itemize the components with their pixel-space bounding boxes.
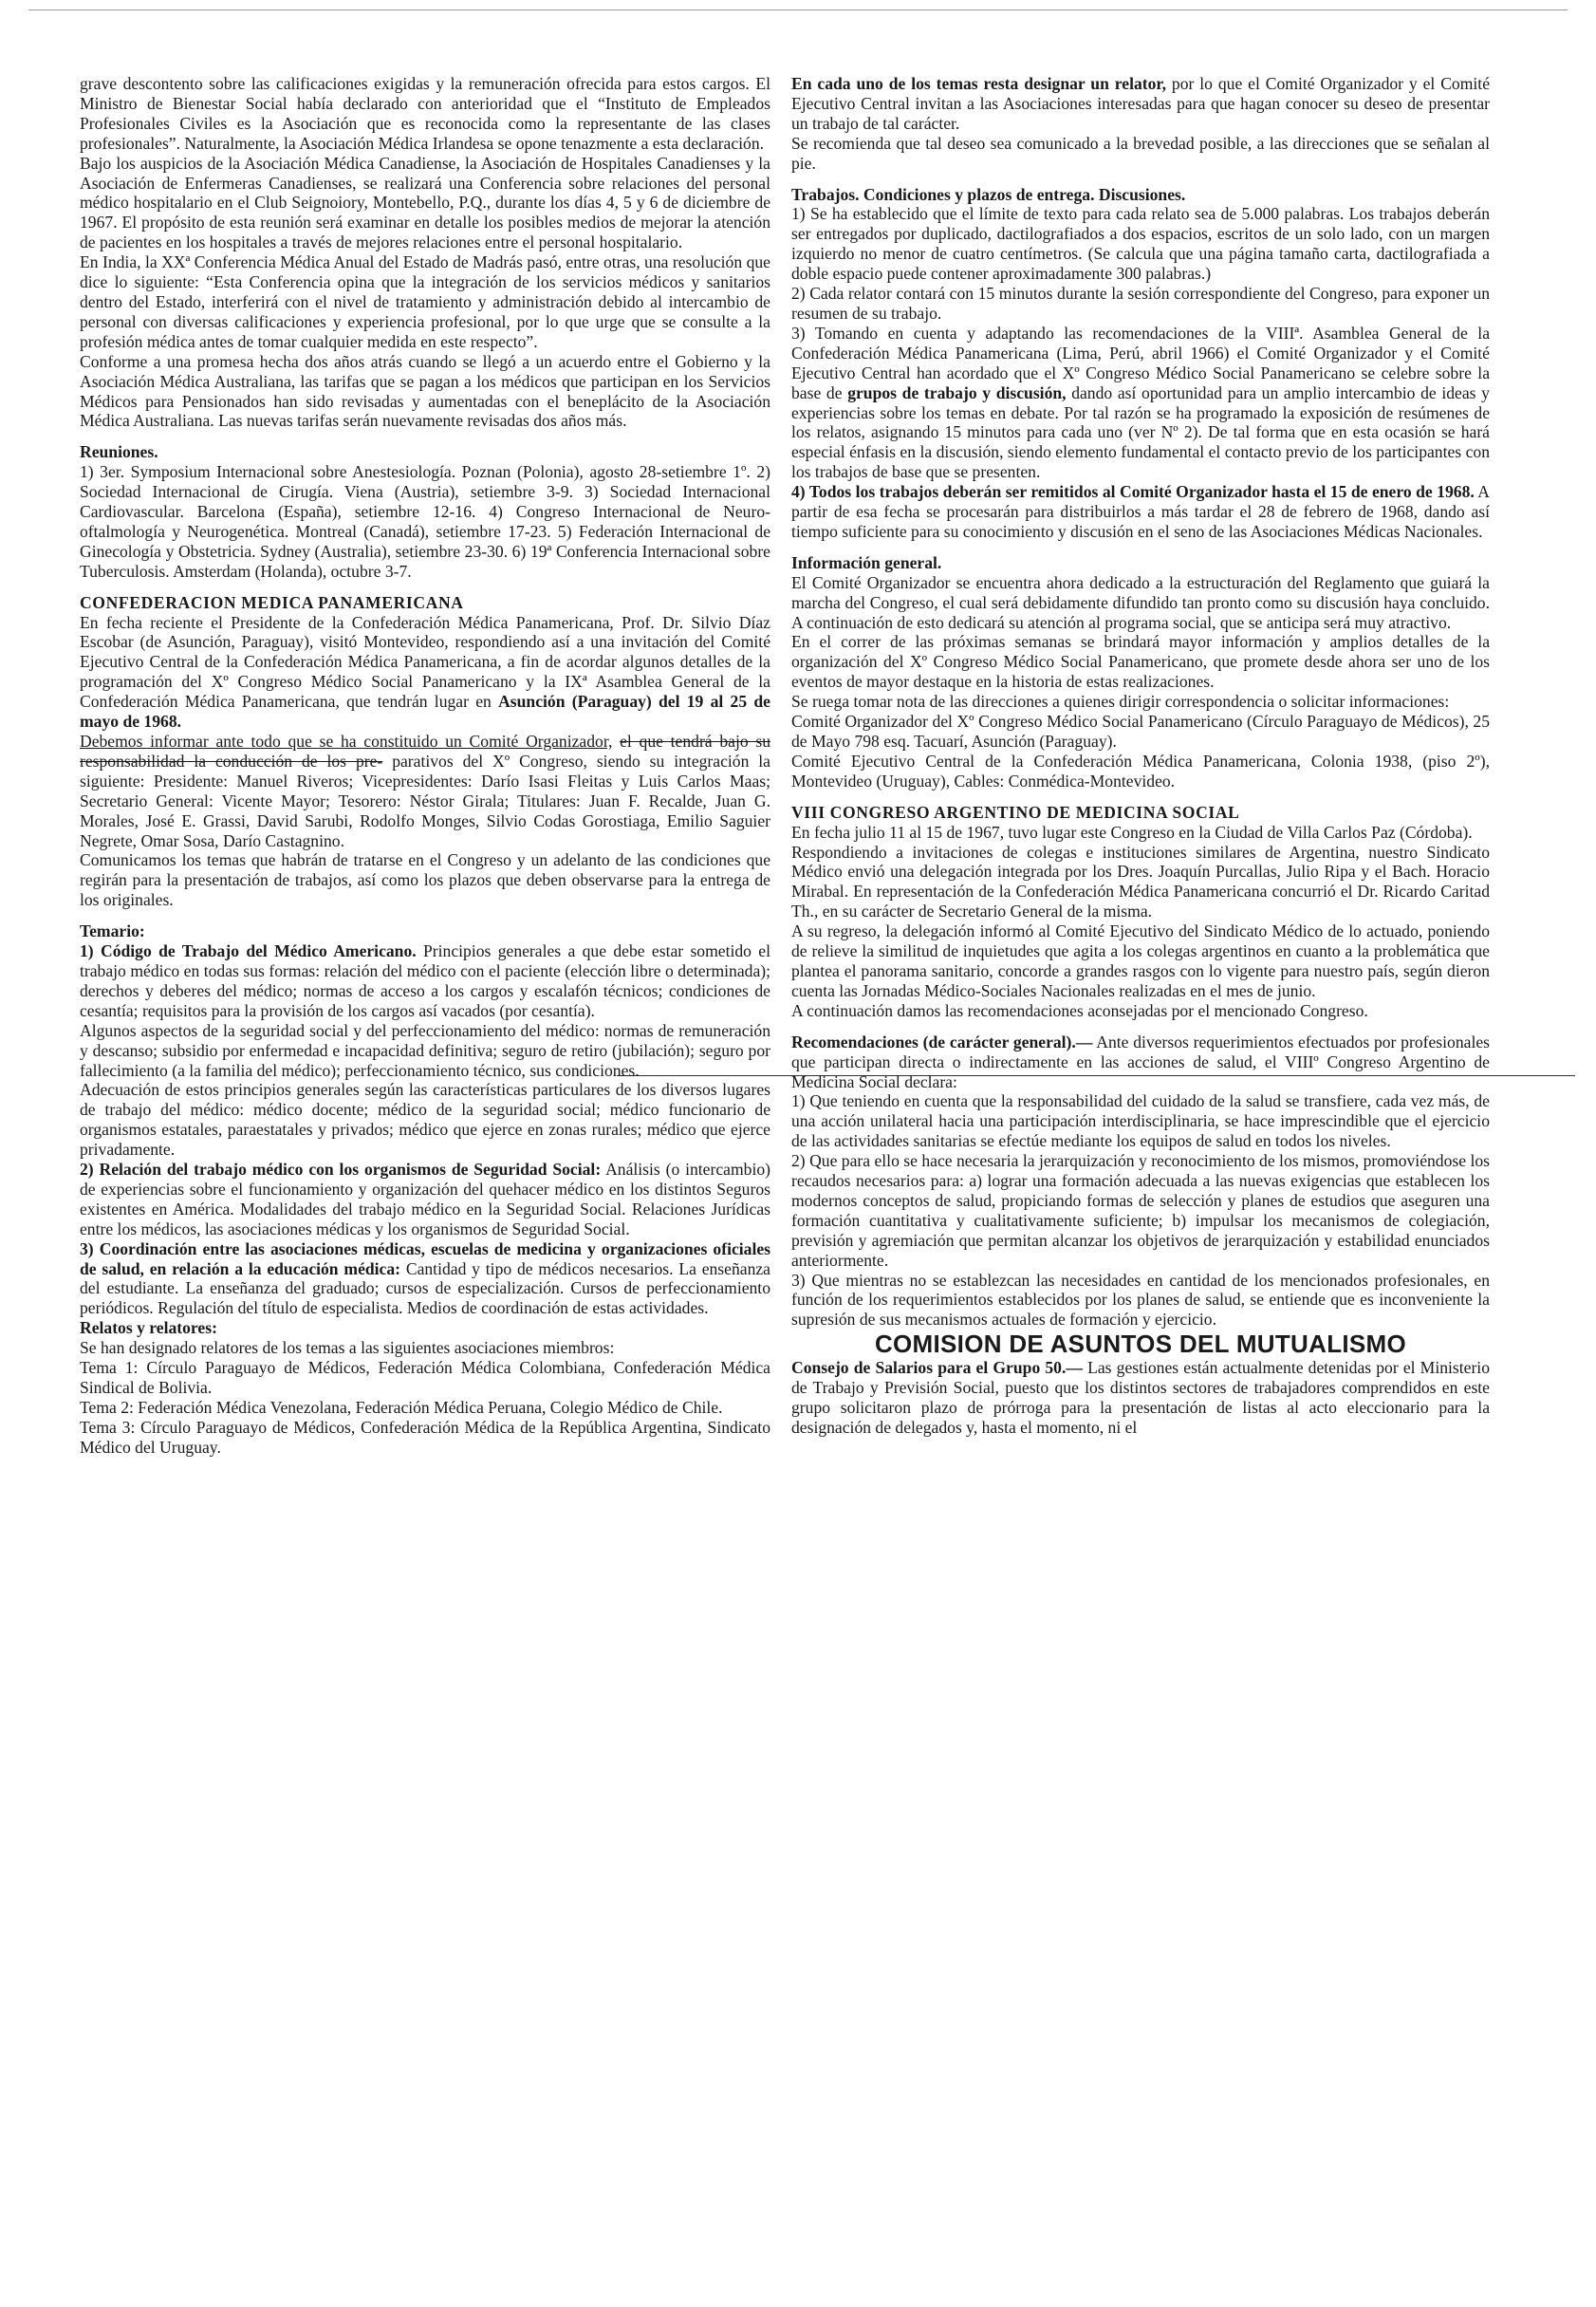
reuniones-heading: Reuniones. (80, 442, 158, 462)
confed-heading: CONFEDERACION MEDICA PANAMERICANA (80, 592, 464, 612)
temario-item-3-body: Cantidad y tipo de médicos necesarios. La enseñanza del estudiante. La enseñanza del graduado; cursos de especialización. Cursos de perfeccionamiento periódicos. Regulación del título de especialista. Medios de coordinación de estas actividades. (80, 1258, 770, 1318)
info-paragraph-2: En el correr de las próximas semanas se brindará mayor información y amplios detalles de la organización del Xº Congreso Médico Social Panamericano, que promete desde ahora ser uno de los eventos de mayor destaque en la historia de estas realizaciones. (791, 632, 1490, 692)
mutualismo-heading: COMISION DE ASUNTOS DEL MUTUALISMO (874, 1330, 1407, 1359)
consejo-body: Las gestiones están actualmente detenidas por el Ministerio de Trabajo y Previsión Social, puesto que los distintos sectores de trabajadores comprendidos en este grupo solicitaron plazo de prórroga para la presentación de listas al acto eleccionario para la designación de delegados y, hasta el momento, ni el (791, 1358, 1490, 1437)
recomendacion-2: 2) Que para ello se hace necesaria la jerarquización y reconocimiento de los mismos, promoviéndose los recaudos necesarios para: a) lograr una formación adecuada a las nuevas exigencias que establecen los modernos conceptos de salud, propiciando formas de selección y planes de estudios que aseguren una formación cuantitativa y cualitativamente suficiente; b) impulsar los mecanismos de colegiación, previsión y agremiación que permitan alcanzar los objetivos de jerarquización y estabilidad enunciados anteriormente. (791, 1151, 1490, 1270)
temario-item-1-body: Principios generales a que debe estar sometido el trabajo médico en todas sus formas: relación del médico con el paciente (elección libre o determinada); derechos y deberes del médico; normas de acceso a los cargos y escalafón técnicos; condiciones de cesantía; requisitos para la provisión de los cargos así vacados (por cesantía). (80, 941, 770, 1020)
info-address-1: Comité Organizador del Xº Congreso Médico Social Panamericano (Círculo Paraguayo de Médicos), 25 de Mayo 798 esq. Tacuarí, Asunción (Paraguay). (791, 712, 1490, 751)
confed-p1-bold: Asunción (Paraguay) del 19 al 25 de mayo de 1968. (80, 692, 770, 732)
paragraph-canadian-conference: Bajo los auspicios de la Asociación Médica Canadiense, la Asociación de Hospitales Canadienses y la Asociación de Enfermeras Canadienses, se realizará una Conferencia sobre relaciones del personal médico hospitalario en el Club Seignoiory, Montebello, P.Q., durante los días 4, 5 y 6 de diciembre de 1967. El propósito de esta reunión será examinar en detalle los posibles medios de mejorar la atención de pacientes en los hospitales a través de mejores relaciones entre el personal hospitalario. (80, 153, 770, 252)
relatos-heading: Relatos y relatores: (80, 1318, 217, 1338)
tema-3-relatores: Tema 3: Círculo Paraguayo de Médicos, Confederación Médica de la República Argentina, Sindicato Médico del Uruguay. (80, 1417, 770, 1457)
confed-paragraph-2 (80, 732, 770, 850)
recomendacion-1: 1) Que teniendo en cuenta que la responsabilidad del cuidado de la salud se transfiere, cada vez más, de una acción unilateral hacia una participación interdisciplinaria, se hace imprescindible que el ejercicio de las actividades sanitarias se efectúe mediante los equipos de salud en todos los niveles. (791, 1091, 1490, 1151)
info-address-2: Comité Ejecutivo Central de la Confederación Médica Panamericana, Colonia 1938, (piso 2º), Montevideo (Uruguay), Cables: Conmédica-Montevideo. (791, 751, 1490, 791)
paragraph-india-conference: En India, la XXª Conferencia Médica Anual del Estado de Madrás pasó, entre otras, una resolución que dice lo siguiente: “Esta Conferencia opina que la integración de los servicios médicos y sanitarios dentro del Estado, interferirá con el nivel de tratamiento y administración debido al intercambio de personal con diversas calificaciones y experiencia profesional, por lo que urge que se consulte a la profesión médica antes de tomar cualquier medida en este respecto”. (80, 252, 770, 351)
paragraph-australian-tariffs: Conforme a una promesa hecha dos años atrás cuando se llegó a un acuerdo entre el Gobierno y la Asociación Médica Australiana, las tarifas que se pagan a los médicos que participan en los Servicios Médicos para Pensionados han sido revisadas y aumentadas con el beneplácito de la Asociación Médica Australiana. Las nuevas tarifas serán nuevamente revisadas dos años más. (80, 351, 770, 431)
recomendaciones-heading: Recomendaciones (de carácter general).— (791, 1032, 1093, 1051)
trabajos-heading: Trabajos. Condiciones y plazos de entrega. Discusiones. (791, 184, 1186, 204)
info-paragraph-1: El Comité Organizador se encuentra ahora dedicado a la estructuración del Reglamento que guiará la marcha del Congreso, el cual será debidamente difundido tan pronto como su discusión haya concluido. A continuación de esto dedicará su atención al programa social, que se anticipa será muy atractivo. (791, 572, 1490, 632)
recomendaciones-body: Ante diversos requerimientos efectuados por profesionales que participan directa o indirectamente en las acciones de salud, el VIIIº Congreso Argentino de Medicina Social declara: (791, 1032, 1490, 1091)
paragraph-irish-association: grave descontento sobre las calificaciones exigidas y la remuneración ofrecida para estos cargos. El Ministro de Bienestar Social había declarado con anterioridad que el “Instituto de Empleados Profesionales Civiles es la Asociación que es reconocida como la representante de las clases profesionales”. Naturalmente, la Asociación Médica Irlandesa se opone tenazmente a esta declaración. (80, 74, 770, 153)
temario-item-1 (80, 941, 770, 1021)
trabajos-item-3 (791, 324, 1490, 482)
info-paragraph-3: Se ruega tomar nota de las direcciones a quienes dirigir correspondencia o solicitar informaciones: (791, 692, 1450, 712)
relatos-body: Se han designado relatores de los temas a las siguientes asociaciones miembros: (80, 1338, 615, 1358)
trabajos-item-4-bold: 4) Todos los trabajos deberán ser remitidos al Comité Organizador hasta el 15 de enero de 1968. (791, 482, 1475, 502)
top-page-rule (28, 9, 1568, 10)
viii-paragraph-1: En fecha julio 11 al 15 de 1967, tuvo lugar este Congreso en la Ciudad de Villa Carlos Paz (Córdoba). (791, 822, 1473, 842)
viii-paragraph-4: A continuación damos las recomendaciones aconsejadas por el mencionado Congreso. (791, 1000, 1368, 1020)
confed-p2-underlined: Debemos informar ante todo que se ha constituido un Comité Organizador, (80, 732, 613, 751)
trabajos-item-3-b: dando así oportunidad para un amplio intercambio de ideas y experiencias sobre los temas en debate. Por tal razón se ha programado la exposición de resúmenes de los relatos, asignando 15 minutos para cada uno (ver Nº 2). De tal forma que en esta ocasión se hará especial énfasis en la discusión, siendo elemento fundamental el contacto previo de los participantes con los trabajos de base que se presenten. (791, 382, 1490, 482)
temario-item-1-paragraph-2: Algunos aspectos de la seguridad social y del perfeccionamiento del médico: normas de remuneración y descanso; subsidio por enfermedad e incapacidad definitiva; seguro de retiro (jubilación); seguro por fallecimiento (a la familia del médico); perfeccionamiento técnico, sus condiciones. (80, 1020, 770, 1080)
relator-bold: En cada uno de los temas resta designar un relator, (791, 74, 1167, 93)
trabajos-item-4-text: A partir de esa fecha se procesarán para distribuirlos a más tardar el 28 de febrero de 1968, dando así tiempo suficiente para su conocimiento y discusión en el seno de las Asociaciones Médicas Nacionales. (791, 482, 1490, 541)
temario-item-1-title: 1) Código de Trabajo del Médico Americano. (80, 941, 417, 961)
viii-paragraph-3: A su regreso, la delegación informó al Comité Ejecutivo del Sindicato Médico de lo actuado, poniendo de relieve la similitud de inquietudes que agita a los colegas argentinos en cuanto a la problemática que plantea el panorama sanitario, concorde a grandes rasgos con lo vigente para nuestro país, según dieron cuenta las Jornadas Médico-Sociales Nacionales realizadas en el mes de junio. (791, 921, 1490, 1000)
temario-item-2-title: 2) Relación del trabajo médico con los organismos de Seguridad Social: (80, 1160, 602, 1180)
consejo-heading: Consejo de Salarios para el Grupo 50.— (791, 1358, 1083, 1378)
recommendation-paragraph: Se recomienda que tal deseo sea comunicado a la brevedad posible, a las direcciones que se señalan al pie. (791, 133, 1490, 173)
trabajos-item-3-a: 3) Tomando en cuenta y adaptando las recomendaciones de la VIIIª. Asamblea General de la Confederación Médica Panamericana (Lima, Perú, abril 1966) el Comité Organizador y el Comité Ejecutivo Central han acordado que el Xº Congreso Médico Social Panamericano se celebre sobre la base de (791, 323, 1490, 402)
temario-heading: Temario: (80, 921, 145, 941)
relator-text: por lo que el Comité Organizador y el Comité Ejecutivo Central invitan a las Asociaciones interesadas para que hagan conocer su deseo de presentar un trabajo de tal carácter. (791, 74, 1491, 133)
confed-p2-struck: el que tendrá bajo su responsabilidad la conducción de los pre- (80, 732, 770, 771)
recomendaciones-paragraph (791, 1033, 1490, 1092)
relator-paragraph (791, 74, 1490, 134)
temario-item-2-body: Análisis (o intercambio) de experiencias sobre el funcionamiento y organización del quehacer médico en los distintos Seguros existentes en América. Modalidades del trabajo médico en la Seguridad Social. Relaciones Jurídicas entre los médicos, las asociaciones médicas y los organismos de Seguridad Social. (80, 1160, 770, 1238)
temario-item-1-paragraph-3: Adecuación de estos principios generales según las características particulares de los diversos lugares de trabajo del médico: médico docente; médico de la seguridad social; médico funcionario de organismos estatales, paraestatales y privados; médico que ejerce en zonas rurales; médico que ejerce privadamente. (80, 1080, 770, 1160)
temario-item-3-title: 3) Coordinación entre las asociaciones médicas, escuelas de medicina y organizaciones oficiales de salud, en relación a la educación médica: (80, 1238, 770, 1278)
confed-p2-text: parativos del Xº Congreso, siendo su integración la siguiente: Presidente: Manuel Riveros; Vicepresidentes: Darío Isasi Fleitas y Luis Carlos Maas; Secretario General: Vicente Mayor; Tesorero: Néstor Girala; Titulares: Juan F. Recalde, Juan G. Morales, José E. Grassi, David Sarubi, Rodolfo Monges, Silvio Codas Gorostiaga, Emilio Saguier Negrete, Omar Sosa, Darío Castagnino. (80, 751, 770, 850)
trabajos-item-3-bold: grupos de trabajo y discusión, (847, 382, 1067, 402)
reuniones-body: 1) 3er. Symposium Internacional sobre Anestesiología. Poznan (Polonia), agosto 28-setiembre 1º. 2) Sociedad Internacional de Cirugía. Viena (Austria), setiembre 3-9. 3) Sociedad Internacional Cardiovascular. Barcelona (España), setiembre 12-16. 4) Congreso Internacional de Neuro-oftalmología y Neurogenética. Montreal (Canadá), setiembre 17-23. 5) Federación Internacional de Ginecología y Obstetricia. Sydney (Australia), setiembre 23-30. 6) 19ª Conferencia Internacional sobre Tuberculosis. Amsterdam (Holanda), octubre 3-7. (80, 462, 770, 581)
trabajos-item-1: 1) Se ha establecido que el límite de texto para cada relato sea de 5.000 palabras. Los trabajos deberán ser entregados por duplicado, dactilografiados a dos espacios, escritos de un solo lado, con un margen izquierdo no menor de cuatro centímetros. (Se calcula que una página tamaño carta, dactilografiada a doble espacio puede contener aproximadamente 300 palabras.) (791, 204, 1490, 284)
right-column (791, 74, 1490, 1438)
trabajos-item-2: 2) Cada relator contará con 15 minutos durante la sesión correspondiente del Congreso, para exponer un resumen de su trabajo. (791, 284, 1490, 323)
consejo-paragraph (791, 1358, 1490, 1438)
trabajos-item-4 (791, 482, 1490, 542)
temario-item-2 (80, 1160, 770, 1239)
tema-2-relatores: Tema 2: Federación Médica Venezolana, Federación Médica Peruana, Colegio Médico de Chile. (80, 1397, 723, 1417)
viii-paragraph-2: Respondiendo a invitaciones de colegas e instituciones similares de Argentina, nuestro Sindicato Médico envió una delegación integrada por los Dres. Joaquín Purcallas, Julio Ripa y el Bach. Horacio Mirabal. En representación de la Confederación Médica Panamericana concurrió el Dr. Ricardo Caritad Th., en su carácter de Secretario General de la misma. (791, 842, 1490, 921)
confed-p1-text: En fecha reciente el Presidente de la Confederación Médica Panamericana, Prof. Dr. Silvio Díaz Escobar (de Asunción, Paraguay), visitó Montevideo, respondiendo así a una invitación del Comité Ejecutivo Central de la Confederación Médica Panamericana, a fin de acordar algunos detalles de la programación del Xº Congreso Médico Social Panamericano y la IXª Asamblea General de la Confederación Médica Panamericana, que tendrán lugar en (80, 612, 770, 712)
info-heading: Información general. (791, 552, 942, 572)
viii-congress-heading: VIII CONGRESO ARGENTINO DE MEDICINA SOCIAL (791, 802, 1240, 822)
confed-paragraph-1 (80, 613, 770, 732)
left-column (80, 74, 770, 1458)
recomendacion-3: 3) Que mientras no se establezcan las necesidades en cantidad de los mencionados profesionales, en función de los requerimientos establecidos por los planes de salud, se entiende que es inconveniente la supresión de sus mecanismos actuales de formación y ejercicio. (791, 1270, 1490, 1330)
tema-1-relatores: Tema 1: Círculo Paraguayo de Médicos, Federación Médica Colombiana, Confederación Médica Sindical de Bolivia. (80, 1358, 770, 1397)
confed-paragraph-3: Comunicamos los temas que habrán de tratarse en el Congreso y un adelanto de las condiciones que regirán para la presentación de trabajos, así como los plazos que deben observarse para la entrega de los originales. (80, 850, 770, 910)
temario-item-3 (80, 1239, 770, 1319)
